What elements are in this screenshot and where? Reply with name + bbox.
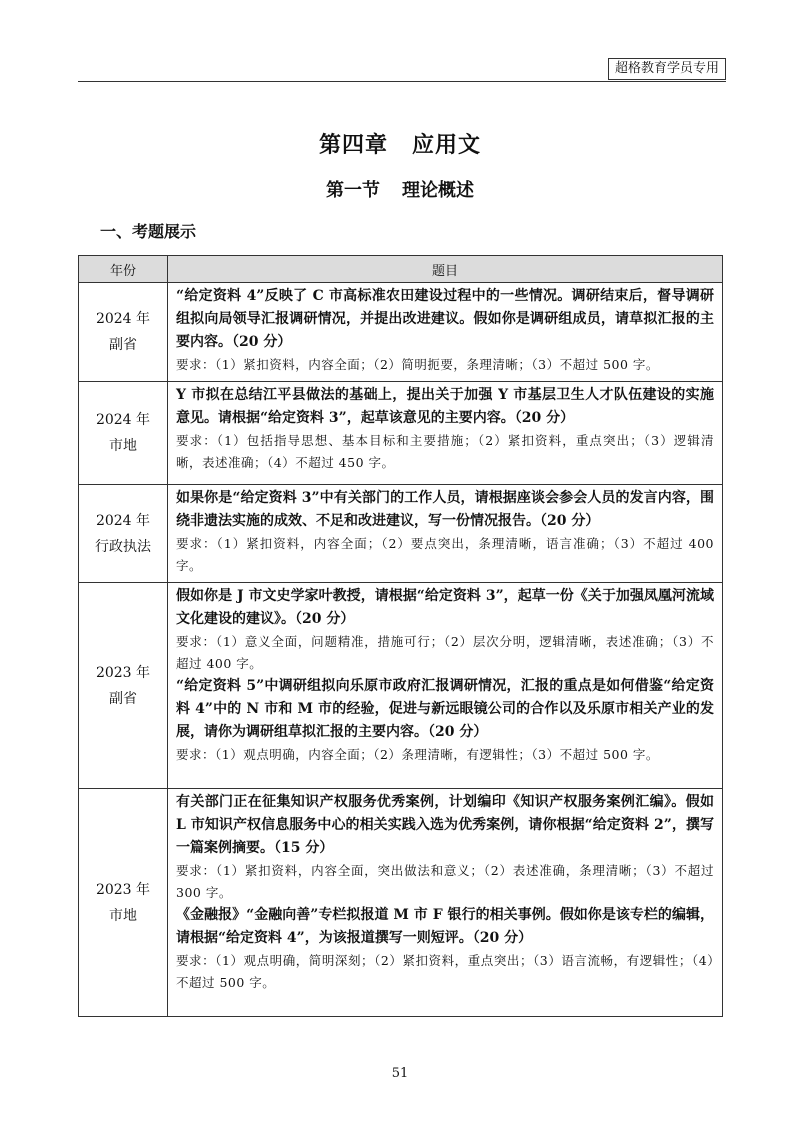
question-prompt: Y 市拟在总结江平县做法的基础上，提出关于加强 Y 市基层卫生人才队伍建设的实施意见。请根据“给定资料 3”，起草该意见的主要内容。（20 分） (176, 387, 714, 426)
chapter-title (0, 128, 800, 159)
question-requirements: 要求：（1）观点明确，简明深刻；（2）紧扣资料，重点突出；（3）语言流畅，有逻辑性；（4）不超过 500 字。 (176, 953, 714, 990)
question-prompt: 有关部门正在征集知识产权服务优秀案例，计划编印《知识产权服务案例汇编》。假如 L 市知识产权信息服务中心的相关实践入选为优秀案例，请你根据“给定资料 2”，撰写一篇案例摘要。（15 分） (176, 794, 714, 856)
year-cell (79, 789, 168, 1017)
table-row (79, 485, 723, 583)
header-rule (78, 81, 726, 82)
question-requirements: 要求：（1）紧扣资料，内容全面；（2）要点突出，条理清晰，语言准确；（3）不超过 400 字。 (176, 536, 714, 573)
chapter-number: 第四章 (318, 132, 388, 158)
exam-type-label: 副省 (109, 337, 137, 353)
exam-type-label: 行政执法 (95, 538, 151, 555)
question-cell (168, 485, 723, 583)
year-label: 2024 年 (95, 412, 151, 428)
question-prompt: 如果你是“给定资料 3”中有关部门的工作人员，请根据座谈会参会人员的发言内容，围绕非遗法实施的成效、不足和改进建议，写一份情况报告。（20 分） (176, 490, 714, 529)
year-cell (79, 283, 168, 382)
subheading: 一、考题展示 (100, 222, 197, 241)
year-label: 2023 年 (95, 664, 151, 681)
exam-type-label: 市地 (109, 907, 137, 924)
year-label: 2024 年 (95, 512, 151, 529)
exam-type-label: 市地 (109, 438, 137, 454)
column-header-year: 年份 (79, 256, 168, 283)
question-requirements: 要求：（1）紧扣资料，内容全面，突出做法和意义；（2）表述准确，条理清晰；（3）不超过 300 字。 (176, 863, 714, 900)
chapter-name: 应用文 (412, 132, 482, 158)
table-row (79, 583, 723, 789)
year-cell (79, 583, 168, 789)
question-prompt: “给定资料 5”中调研组拟向乐原市政府汇报调研情况，汇报的重点是如何借鉴“给定资料 4”中的 N 市和 M 市的经验，促进与新远眼镜公司的合作以及乐原市相关产业的发展，请你为调研组草拟汇报的主要内容。（20 分） (176, 678, 714, 740)
question-requirements: 要求：（1）观点明确，内容全面；（2）条理清晰，有逻辑性；（3）不超过 500 字。 (176, 747, 659, 762)
table-header-row (79, 256, 723, 283)
question-cell (168, 789, 723, 1017)
table-row (79, 283, 723, 382)
section-name: 理论概述 (402, 180, 474, 201)
year-cell (79, 382, 168, 485)
question-requirements: 要求：（1）包括指导思想、基本目标和主要措施；（2）紧扣资料，重点突出；（3）逻辑清晰，表述准确；（4）不超过 450 字。 (176, 433, 714, 470)
page-number: 51 (391, 1066, 409, 1081)
year-cell (79, 485, 168, 583)
exam-type-label: 副省 (109, 690, 137, 707)
header-badge: 超格教育学员专用 (608, 58, 726, 80)
section-number: 第一节 (326, 180, 380, 201)
question-cell (168, 583, 723, 789)
question-requirements: 要求：（1）意义全面，问题精准，措施可行；（2）层次分明，逻辑清晰，表述准确；（3）不超过 400 字。 (176, 634, 714, 671)
column-header-question: 题目 (168, 256, 723, 283)
question-prompt: 假如你是 J 市文史学家叶教授，请根据“给定资料 3”，起草一份《关于加强凤凰河流域文化建设的建议》。（20 分） (176, 588, 714, 627)
year-label: 2024 年 (95, 311, 151, 327)
table-row (79, 382, 723, 485)
question-requirements: 要求：（1）紧扣资料，内容全面；（2）简明扼要，条理清晰；（3）不超过 500 字。 (176, 357, 659, 372)
section-title (0, 176, 800, 202)
year-label: 2023 年 (95, 881, 151, 898)
exam-table (78, 255, 723, 1017)
question-cell (168, 283, 723, 382)
question-prompt: “给定资料 4”反映了 C 市高标准农田建设过程中的一些情况。调研结束后，督导调研组拟向局领导汇报调研情况，并提出改进建议。假如你是调研组成员，请草拟汇报的主要内容。（20 分） (176, 288, 714, 350)
question-prompt: 《金融报》“金融向善”专栏拟报道 M 市 F 银行的相关事例。假如你是该专栏的编辑，请根据“给定资料 4”，为该报道撰写一则短评。（20 分） (176, 907, 714, 946)
table-row (79, 789, 723, 1017)
question-cell (168, 382, 723, 485)
